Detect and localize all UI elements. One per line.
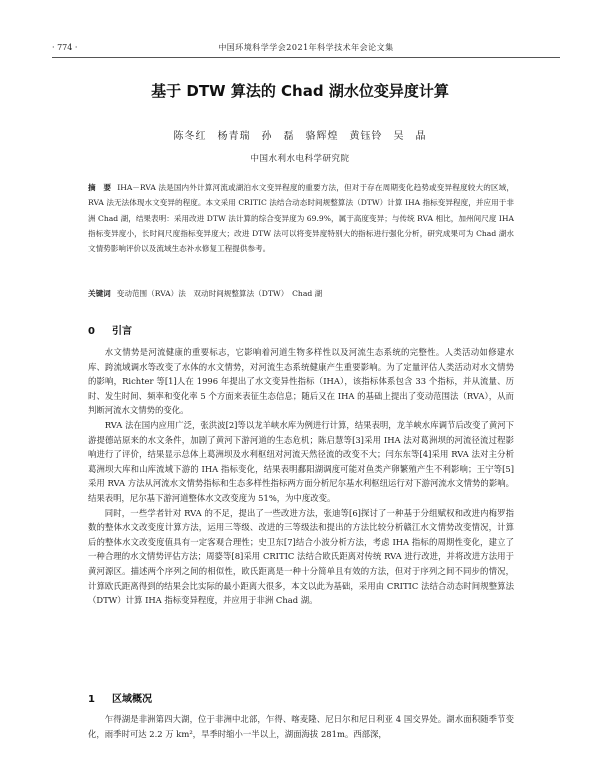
abstract xyxy=(88,180,514,256)
abstract-label: 摘 要 xyxy=(88,183,112,192)
section-heading-area xyxy=(88,690,152,705)
paper-title: 基于 DTW 算法的 Chad 湖水位变异度计算 xyxy=(151,82,449,100)
page-number: · 774 · xyxy=(52,43,78,52)
area-body xyxy=(88,712,514,741)
intro-body xyxy=(88,345,514,608)
paragraph: 同时，一些学者针对 RVA 的不足，提出了一些改进方法，张迪等[6]探讨了一种基于分组赋权和改进内梅罗指数的整体水文改变度计算方法，运用三等级、改进的三等级法和提出的方法比较分析赣江水文情势改变情况，计算后的整体水文改变度值具有一定客观合理性；史卫东[7]结合小波分析方法，考虑 IHA 指标的周期性变化，建立了一种合理的水文情势评估方法；周婆等[8]采用 CRITIC 法结合欧氏距离对传统 RVA 进行改进，并将改进方法用于黄河源区。描述两个序列之间的相似性，欧氏距离是一种十分简单且有效的方法，但对于序列之间不同步的情况，计算欧氏距离得到的结果会比实际的最小距离大很多，本文以此为基础，采用由 CRITIC 法结合动态时间规整算法（DTW）计算 IHA 指标变异程度，并应用于非洲 Chad 湖。 xyxy=(88,507,514,606)
keywords-text: 变动范围（RVA）法 双动时间规整算法（DTW） Chad 湖 xyxy=(116,289,323,298)
paragraph: 乍得湖是非洲第四大湖，位于非洲中北部，乍得、喀麦隆、尼日尔和尼日利亚 4 国交界处。湖水面积随季节变化，雨季时可达 2.2 万 km²，旱季时缩小一半以上，湖面海拔 281m。西部深， xyxy=(88,714,514,739)
paragraph: RVA 法在国内应用广泛，张洪波[2]等以龙羊峡水库为例进行计算，结果表明，龙羊峡水库调节后改变了黄河下游提德站原来的水文条件，加剧了黄河下游河道的生态危机；陈启慧等[3]采用 IHA 法对葛洲坝的河流径流过程影响进行了评价，结果显示总体上葛洲坝及水利枢纽对河流天然径流的改变不大；闫东东等[4]采用 RVA 法对主分析葛洲坝大库和山库流域下游的 IHA 指标变化，结果表明鄱阳湖调度可能对鱼类产卵繁殖产生不利影响；王宁等[5]采用 RVA 方法从河流水文情势指标和生态多样性指标两方面分析尼尔基水利枢纽运行对下游河流水文情势的影响。结果表明，尼尔基下游河道整体水文改变度为 51%，为中度改变。 xyxy=(88,419,514,503)
section-number: 0 xyxy=(88,326,95,337)
header-rule xyxy=(52,57,560,58)
affiliation: 中国水利水电科学研究院 xyxy=(250,154,350,164)
section-heading-intro xyxy=(88,322,132,337)
author-list: 陈冬红 杨青瑞 孙 磊 骆辉煌 黄钰铃 吴 晶 xyxy=(173,131,427,142)
paragraph: 水文情势是河流健康的重要标志，它影响着河道生物多样性以及河流生态系统的完整性。人类活动如修建水库、跨流域调水等改变了水体的水文情势，对河流生态系统健康产生重要影响。为了定量评估人类活动对水文情势的影响，Richter 等[1]人在 1996 年提出了水文变异性指标（IHA），该指标体系包含 33 个指标，并从流量、历时、发生时间、频率和变化率 5 个方面来表征生态信息；随后又在 IHA 的基础上提出了变动范围法（RVA），从而判断河流水文情势的变化。 xyxy=(88,347,514,416)
section-title: 区域概况 xyxy=(112,694,152,705)
running-header xyxy=(52,41,560,55)
section-title: 引言 xyxy=(112,326,132,337)
journal-title: 中国环境科学学会2021年科学技术年会论文集 xyxy=(218,43,394,52)
keywords-label: 关键词 xyxy=(88,289,111,298)
section-number: 1 xyxy=(88,694,95,705)
keywords xyxy=(88,287,514,301)
abstract-text: IHA－RVA 法是国内外计算河流或湖泊水文变异程度的重要方法，但对于存在周期变化趋势或变异程度较大的区域，RVA 法无法体现水文变异的程度。本文采用 CRITIC 法结合动态时间规整算法（DTW）计算 IHA 指标变异程度，并应用于非洲 Chad 湖，结果表明：采用改进 DTW 法计算的综合变异度为 69.9%，属于高度变异；与传统 RVA 相比，加州间尺度 IHA 指标变异度小，长时间尺度指标变异度大；改进 DTW 法可以将变异度特别大的指标进行强化分析，研究成果可为 Chad 湖水文情势影响评价以及流域生态补水修复工程提供参考。 xyxy=(88,183,514,254)
